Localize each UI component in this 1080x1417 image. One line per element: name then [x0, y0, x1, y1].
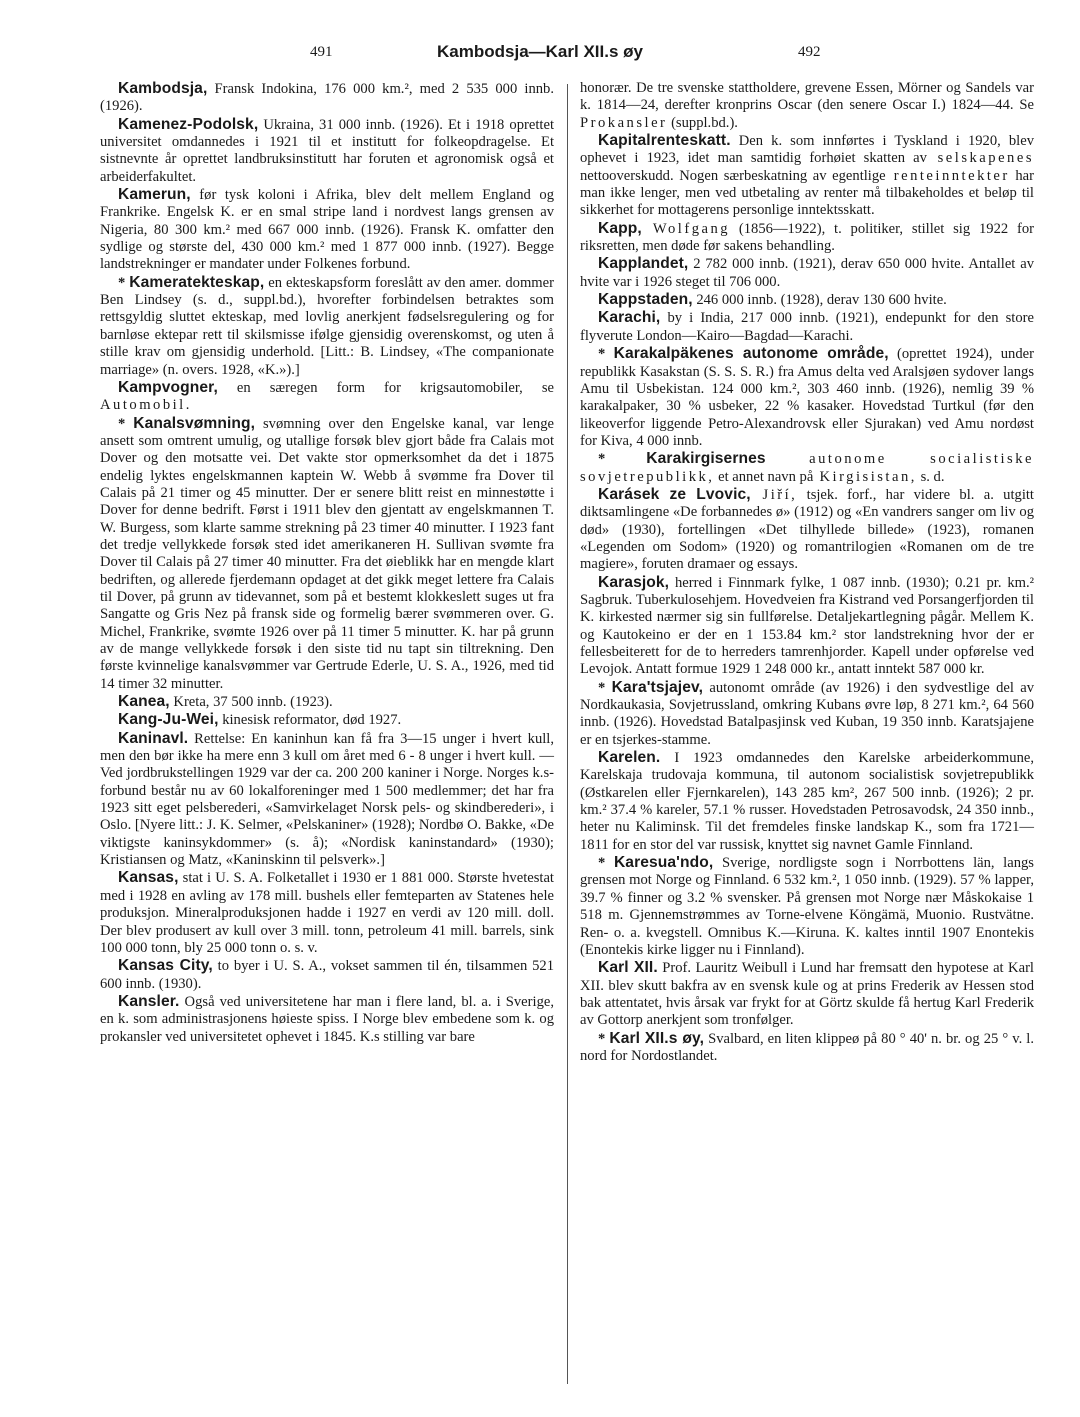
entry-text: har man ikke lenger, men ved utbetaling av renter må tilbakeholdes et beløp til sikkerhet for mottagerens personlige inntektsskatt.: [580, 167, 1034, 219]
entry-star: *: [598, 451, 647, 468]
entry-headword: Karakirgisernes: [646, 450, 766, 468]
entry-text: (suppl.bd.).: [667, 114, 738, 131]
entry-headword: Karakalpäkenes autonome område,: [613, 345, 889, 363]
dictionary-entry: [580, 450, 1034, 486]
entry-text: svømning over den Engelske kanal, var lenge ansett som omtrent umulig, og utallige forsøk blev gjort både fra Calais mot Dover og den motsatte vei. Det vakte stor opmerksomhet da det i 1875 endelig lyktes engelskmannen kaptein W. Webb å svømme fra Dover til Calais på 21 timer og 45 minutter. Der er senere blitt reist en minnestøtte i Dover for denne bedrift. Først i 1911 blev den gjentatt av engelskmannen T. W. Burgess, som klarte samme strekning på 23 timer 40 minutter. I 1923 fant det tredje vellykkede forsøk sted idet amerikaneren H. Sullivan svømte fra Dover til Calais på 27 timer 40 minutter. Fra det øieblikk har en mengde klart bedriften, og allerede fjerdemann opdaget at det gikk meget lettere fra Calais til Dover, på grunn av tidevannet, som på et bestemt klokkeslett suges ut fra Sangatte og Gris Nez på fransk side og formelig bærer svømmeren over. G. Michel, Frankrike, svømte 1926 over på 11 timer 5 minutter. K. har på grunn av de mange vellykkede forsøk i den siste tid nu tapt sin tiltrekning. Den første kvinnelige kanalsvømmer var Gertrude Ederle, U. S. A., 1926, med tid 14 timer 32 minutter.: [100, 415, 555, 692]
entry-text: Den k. som innførtes i Tyskland i 1920, blev ophevet i 1923, idet man samtidig forhøiet skatten av: [580, 133, 1034, 167]
entry-headword: Kambodsja,: [118, 80, 208, 97]
entry-headword: Kampvogner,: [118, 378, 218, 396]
entry-text: s. d.: [916, 468, 945, 485]
entry-text: to byer i U. S. A., vokset sammen til én, tilsammen 521 600 innb. (1930).: [100, 958, 554, 992]
entry-text: en særegen form for krigsautomobiler, se: [217, 379, 554, 396]
entry-headword: Karl XII.: [598, 959, 658, 977]
dictionary-entry: [580, 959, 1034, 1029]
entry-star: *: [598, 679, 612, 696]
dictionary-entry: [580, 309, 1034, 345]
entry-headword: Kapplandet,: [598, 255, 689, 273]
entry-text: kinesisk reformator, død 1927.: [218, 712, 402, 729]
entry-text: Kreta, 37 500 innb. (1923).: [169, 694, 333, 711]
entry-text: stat i U. S. A. Folketallet i 1930 er 1 881 000. Største hvetestat med i 1928 en avling av 178 mill. bushels eller femteparten av Statenes hele produksjon. Mineralproduksjonen hadde i 1927 en verdi av 120 mill. doll. Der blev produsert av kull over 3 mill. tonn, petroleum 41 mill. barrels, sink 100 000 tonn, bly 25 000 tonn o. s. v.: [100, 870, 554, 956]
dictionary-entry: [580, 486, 1034, 574]
entry-headword: Kamenez-Podolsk,: [118, 115, 259, 133]
dictionary-entry: [100, 415, 554, 694]
entry-headword: Karesua'ndo,: [613, 854, 714, 872]
entry-headword: Kappstaden,: [598, 291, 693, 309]
entry-headword: Karelen.: [598, 749, 661, 767]
dictionary-entry: [100, 957, 554, 993]
dictionary-entry: [580, 291, 1034, 309]
dictionary-entry: [580, 574, 1034, 679]
entry-headword: Karl XII.s øy,: [609, 1029, 705, 1047]
entry-spaced-text: selskapenes: [926, 150, 1035, 167]
entry-spaced-text: Wolfgang: [641, 220, 731, 237]
entry-text: en ekteskapsform foreslått av den amer. dommer Ben Lindsey (s. d., suppl.bd.), hvorefter forbindelsen betraktes som rettsgyldig sluttet ekteskap, med lovlig anerkjent fødselsregulering og for barnløse ektepar rett til skilsmisse ifølge gjensidig overenskomst, og uten å stille krav om gjensidig underhold. [Litt.: B. Lindsey, «The companionate marriage» (n. overs. 1928, «K.»).]: [100, 274, 554, 378]
entry-spaced-text: Kirgisistan,: [813, 468, 917, 485]
entry-headword: Kansas City,: [118, 957, 213, 975]
dictionary-entry: [580, 220, 1034, 256]
entry-headword: Karásek ze Lvovic,: [598, 485, 751, 503]
entry-star: *: [118, 415, 134, 432]
entry-text: Prof. Lauritz Weibull i Lund har fremsatt den hypotese at Karl XII. blev skutt bakfra av en svensk kule og at prins Frederik av Hessen stod bak attentatet, hvis årsak var frykt for at Görtz skulde få hertug Karl Frederik av Gottorp anerkjent som tronfølger.: [580, 960, 1034, 1029]
entry-text: tsjek. forf., har videre bl. a. utgitt diktsamlingene «De forbannedes ø» (1912) og «En vandrers sanger om liv og død» (1930), fortellingen «Det tilhyllede billede» (1923), romanen «Legenden om Sodom» (1920) og romantrilogien «Romanen om de tre magiere», foruten dramaer og essays.: [580, 486, 1034, 573]
dictionary-entry: [580, 345, 1034, 450]
dictionary-entry: [100, 730, 554, 870]
entry-headword: Karasjok,: [598, 573, 670, 591]
entry-headword: Kaninavl.: [118, 729, 189, 747]
entry-text: Ukraina, 31 000 innb. (1926). Et i 1918 oprettet universitet omdannedes i 1921 til et institutt for folkeopdragelse. Et sistnevnte år oprettet landbruksinstitutt har foruten et agronomisk også et arbeiderfakultet.: [100, 116, 554, 185]
column-divider: [567, 84, 568, 1384]
dictionary-entry: [100, 116, 554, 186]
entry-headword: Kanea,: [118, 693, 170, 711]
dictionary-entry: [100, 869, 554, 957]
entry-text: (1856—1922), t. politiker, stillet sig 1922 for riksretten, men døde før sakens behandling.: [580, 220, 1034, 255]
right-column: [580, 80, 1034, 1065]
entry-text: 2 782 000 innb. (1921), derav 650 000 hvite. Antallet av hvite var i 1926 steget til 706 000.: [580, 256, 1034, 290]
entry-text: herred i Finnmark fylke, 1 087 innb. (1930); 0.21 pr. km.² Sagbruk. Tuberkulosehjem. Hovedveien fra Kistrand ved Porsangerfjorden til K. kirkested nærmer sig sin fullførelse. Detaljekartlegning pågår. Mellem K. og Kautokeino er der en 1 153.84 km.² stor landstrekning hvor der er fellesbeiterett for de to herreders tamrenhjorder. Kapell under opførelse ved Levojok. Antatt formue 1929 1 248 000 kr., antatt inntekt 587 000 kr.: [580, 574, 1034, 678]
dictionary-entry: [100, 711, 554, 729]
dictionary-entry: [100, 693, 554, 711]
entry-headword: Kansas,: [118, 869, 179, 887]
entry-spaced-text: Jiří,: [750, 486, 798, 503]
entry-text: før tysk koloni i Afrika, blev delt mellem England og Frankrike. Engelsk K. er en smal stripe land i nordvest langs grensen av Nigeria, 80 300 km.² med 667 000 innb. (1926). Fransk K. omfatter den sydlige og største del, 430 000 km.² med 1 877 000 innb. (1927). Begge landstrekninger er mandater under Folkenes forbund.: [100, 187, 554, 273]
entry-text: Fransk Indokina, 176 000 km.², med 2 535 000 innb. (1926).: [100, 81, 554, 115]
left-column: [100, 80, 554, 1046]
entry-text: Også ved universitetene har man i flere land, bl. a. i Sverige, en k. som administrasjonens høieste spiss. I Norge blev embedene som k. og prokansler ved universitetet ophevet i 1845. K.s stilling var bare: [100, 993, 554, 1045]
entry-headword: Kara'tsjajev,: [611, 678, 704, 696]
dictionary-entry: [580, 1030, 1034, 1066]
running-title: Kambodsja—Karl XII.s øy: [437, 42, 643, 61]
entry-star: *: [598, 346, 614, 363]
dictionary-entry: [580, 854, 1034, 959]
dictionary-entry: [580, 80, 1034, 132]
entry-text: autonomt område (av 1926) i den sydvestlige del av Nordkaukasia, Sovjetrussland, omkring Kubans øvre løp, 8 271 km.², 64 560 innb. (1926). Hovedstad Batalpasjinsk ved Kuban, 19 350 innb. Karatsjajene er en tsjerkes-stamme.: [580, 679, 1035, 748]
entry-text: I 1923 omdannedes den Karelske arbeiderkommune, Karelskaja trudovaja kommuna, til autonom socialistisk sovjetrepublikk (Østkarelen eller Fjernkarelen), 143 285 km², 267 500 innb. (1926); 2 pr. km.² 37.4 % kareler, 57.1 % russer. Hovedstaden Petrosavodsk, 24 350 innb., heter nu Kaliminsk. Til det fremdeles finske landskap K., som fra 1721—1811 for en stor del var russisk, knyttet sig navnet Gamle Finnland.: [580, 750, 1034, 853]
entry-headword: Kamerun,: [118, 186, 191, 204]
entry-headword: Kansler.: [118, 992, 180, 1010]
dictionary-entry: [100, 379, 554, 415]
dictionary-entry: [580, 255, 1034, 291]
entry-text: Sverige, nordligste sogn i Norrbottens län, langs grensen mot Norge og Finnland. 6 532 km.², 1 050 innb. (1929). 57 % lapper, 39.7 % finner og 3.2 % svensker. På grensen mot Norge nær Måskokaise 1 518 m. Gjennemstrømmes av Torne-elvene Köngämä, Muonio. Rustvätne. Ren- o. a. kvegstell. Omnibus K.—Kiruna. K. kaltes inntil 1907 Enontekis (Enontekis kirke ligger nu i Finnland).: [580, 855, 1034, 958]
dictionary-entry: [580, 132, 1034, 220]
dictionary-entry: [100, 993, 554, 1046]
entry-text: 246 000 innb. (1928), derav 130 600 hvite.: [692, 292, 947, 309]
entry-text: by i India, 217 000 innb. (1921), endepunkt for den store flyverute London—Kairo—Bagdad—Karachi.: [580, 310, 1034, 344]
entry-spaced-text: Automobil.: [100, 397, 192, 414]
entry-headword: Karachi,: [598, 309, 661, 327]
entry-star: *: [598, 1030, 610, 1047]
entry-spaced-text: autonome socialistiske sovjetrepublikk,: [580, 451, 1034, 485]
page-number-left: 491: [310, 44, 333, 60]
dictionary-entry: [580, 679, 1034, 749]
entry-headword: Kapp,: [598, 219, 642, 237]
dictionary-entry: [100, 274, 554, 379]
entry-headword: Kanalsvømning,: [133, 414, 256, 432]
entry-headword: Kapitalrenteskatt.: [598, 132, 731, 150]
entry-star: *: [118, 274, 130, 291]
dictionary-entry: [580, 749, 1034, 854]
entry-text: honorær. De tre svenske stattholdere, grevene Essen, Mörner og Sandels var k. 1814—24, derefter kronprins Oscar (den senere Oscar I.) 1824—44. Se: [580, 80, 1034, 114]
entry-star: *: [598, 855, 614, 872]
entry-spaced-text: Prokansler: [580, 114, 668, 131]
page-header: [100, 44, 980, 68]
entry-spaced-text: renteinntekter: [885, 167, 1010, 184]
entry-text: nettooverskudd. Nogen særbeskatning av egentlige: [580, 167, 886, 184]
entry-text: Svalbard, en liten klippeø på 80 ° 40' n. br. og 25 ° v. l. nord for Nordostlandet.: [580, 1030, 1034, 1064]
page-number-right: 492: [798, 44, 821, 60]
entry-headword: Kang-Ju-Wei,: [118, 711, 219, 729]
entry-text: (oprettet 1924), under republikk Kasakstan (S. S. S. R.) fra Amus delta ved Aralsjøen sydover langs Amu til Usbekistan. 124 000 km.², 303 460 innb. (1926), nemlig 39 % karakalpaker, 30 % usbeker, 22 % kasaker. Hovedstad Turtkul (før den likeoverfor liggende Petro-Alexandrovsk eller Sjurakan) ved Amu nordøst for Kiva, 4 000 innb.: [580, 346, 1034, 449]
entry-headword: Kameratekteskap,: [129, 273, 265, 291]
dictionary-entry: [100, 186, 554, 274]
entry-text: et annet navn på: [714, 468, 814, 485]
dictionary-entry: [100, 80, 554, 116]
entry-text: Rettelse: En kaninhun kan få fra 3—15 unger i hvert kull, men den bør ikke ha mere enn 3 kull om året med 6 - 8 unger i hvert kull. — Ved jordbrukstellingen 1929 var der ca. 200 200 kaniner i Norge. Norges k.s-forbund består nu av 60 lokalforeninger med 1 500 medlemmer; det har fra 1923 sitt eget pelsberederi, «Samvirkelaget Norsk pels- og skindberederi», i Oslo. [Nyere litt.: J. K. Selmer, «Pelskaniner» (1928); Nordbø O. Bakke, «De viktigste kaninsykdommer» (s. å); «Nordisk kaninstandard» (1930); Kristiansen og Matz, «Kaninskinn til pelsverk».]: [100, 730, 554, 869]
